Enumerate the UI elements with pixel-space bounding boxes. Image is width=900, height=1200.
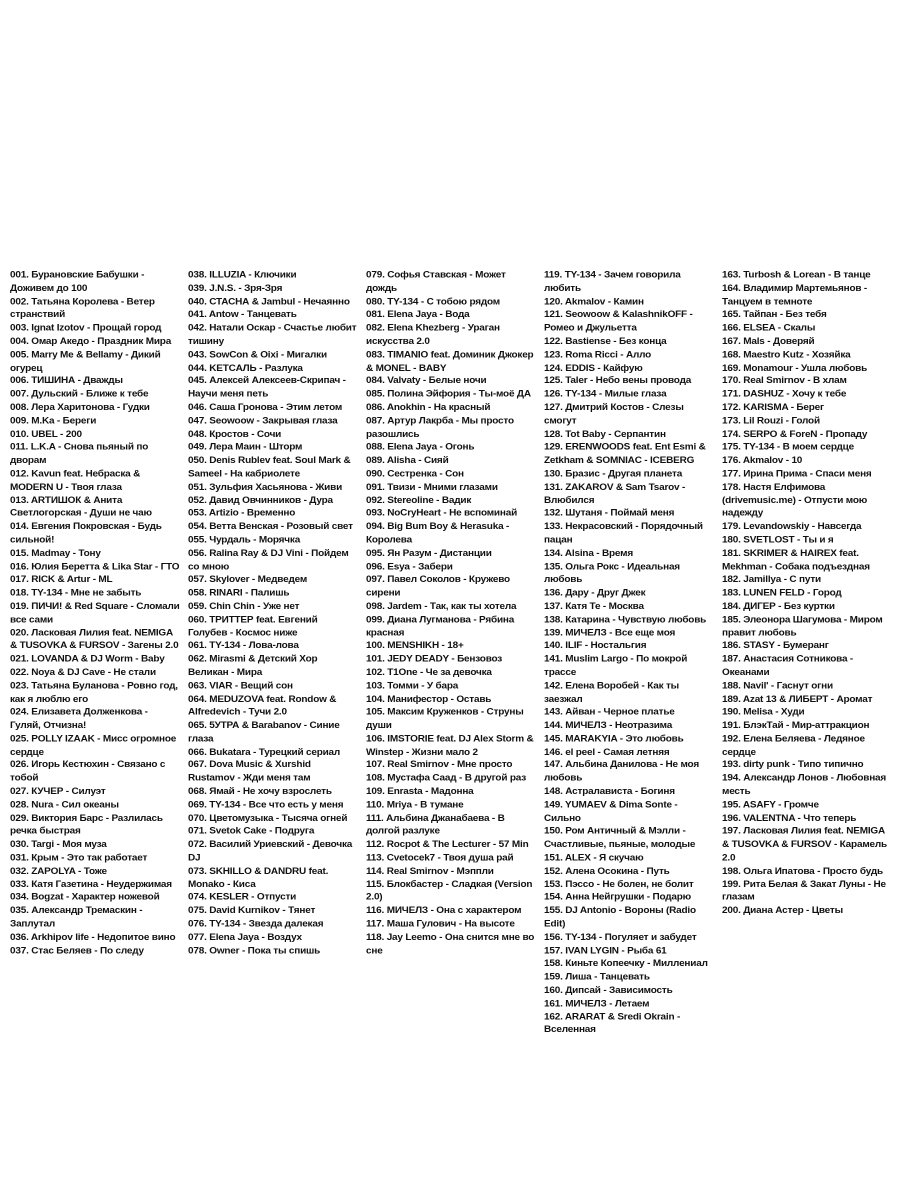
track-entry: 147. Альбина Данилова - Не моя любовь xyxy=(544,760,699,784)
track-entry: 158. Киньте Копеечку - Миллениал xyxy=(544,958,708,970)
track-entry: 120. Akmalov - Камин xyxy=(544,296,644,308)
track-entry: 107. Real Smirnov - Мне просто xyxy=(366,760,513,771)
track-entry: 198. Ольга Ипатова - Просто будь xyxy=(722,865,883,877)
track-entry: 112. Rocpot & The Lecturer - 57 Min xyxy=(366,839,529,851)
track-entry: 153. Пэссо - Не болен, не болит xyxy=(544,879,694,890)
track-entry: 046. Саша Гронова - Этим летом xyxy=(188,402,343,413)
track-entry: 092. Stereoline - Вадик xyxy=(366,495,472,506)
track-entry: 084. Valvaty - Белые ночи xyxy=(366,375,487,387)
track-entry: 021. LOVANDA & DJ Worm - Baby xyxy=(10,654,165,665)
track-entry: 178. Настя Елфимова (drivemusic.me) - Отпусти мою надежду xyxy=(722,481,868,519)
track-entry: 148. Астралависта - Богиня xyxy=(544,786,675,798)
track-entry: 101. JEDY DEADY - Бензовоз xyxy=(366,654,503,665)
track-entry: 108. Мустафа Саад - В другой раз xyxy=(366,773,527,784)
track-entry: 194. Александр Лонов - Любовная месть xyxy=(722,773,887,798)
track-entry: 121. Seowoow & KalashnikOFF - Ромео и Джульетта xyxy=(544,309,693,334)
track-entry: 142. Елена Воробей - Как ты заезжал xyxy=(544,680,680,705)
track-entry: 053. Artizio - Временно xyxy=(188,508,296,519)
track-entry: 065. 5УТРА & Barabanov - Синие глаза xyxy=(188,720,340,745)
track-entry: 043. SowCon & Oixi - Мигалки xyxy=(188,349,327,360)
track-entry: 141. Muslim Largo - По мокрой трассе xyxy=(544,654,688,678)
track-entry: 100. MENSHIKH - 18+ xyxy=(366,640,464,652)
track-entry: 195. ASAFY - Громче xyxy=(722,799,819,811)
track-entry: 123. Roma Ricci - Алло xyxy=(544,349,652,360)
track-entry: 018. TY-134 - Мне не забыть xyxy=(10,587,142,599)
track-entry: 023. Татьяна Буланова - Ровно год, как я люблю его xyxy=(10,680,178,705)
track-entry: 088. Elena Jaya - Огонь xyxy=(366,442,475,453)
track-entry: 001. Бурановские Бабушки - Доживем до 100 xyxy=(10,269,145,294)
track-entry: 159. Лиша - Танцевать xyxy=(544,971,650,983)
track-entry: 019. ПИЧИ! & Red Square - Сломали все сами xyxy=(10,601,180,625)
track-entry: 014. Евгения Покровская - Будь сильной! xyxy=(10,521,162,546)
track-entry: 119. TY-134 - Зачем говорила любить xyxy=(544,269,681,294)
track-entry: 015. Madmay - Тону xyxy=(10,548,101,559)
track-entry: 190. Melisa - Худи xyxy=(722,707,805,718)
track-entry: 028. Nura - Сил океаны xyxy=(10,799,119,811)
track-entry: 010. UBEL - 200 xyxy=(10,428,82,440)
track-entry: 041. Antow - Танцевать xyxy=(188,309,297,321)
track-entry: 127. Дмитрий Костов - Слезы смогут xyxy=(544,402,684,427)
track-entry: 115. Блокбастер - Сладкая (Version 2.0) xyxy=(366,879,533,904)
track-entry: 157. IVAN LYGIN - Рыба 61 xyxy=(544,945,667,957)
track-entry: 172. KARISMA - Берег xyxy=(722,402,825,413)
track-entry: 128. Tot Baby - Серпантин xyxy=(544,428,666,440)
track-entry: 029. Виктория Барс - Разлилась речка быстрая xyxy=(10,813,163,837)
track-entry: 169. Monamour - Ушла любовь xyxy=(722,362,868,374)
track-entry: 136. Дару - Друг Джек xyxy=(544,587,646,599)
track-entry: 003. Ignat Izotov - Прощай город xyxy=(10,322,162,334)
track-entry: 094. Big Bum Boy & Нerasuka - Королева xyxy=(366,521,510,546)
track-entry: 048. Кростов - Сочи xyxy=(188,428,282,440)
track-entry: 024. Елизавета Долженкова - Гуляй, Отчизна! xyxy=(10,707,148,731)
track-entry: 193. dirty punk - Типо типично xyxy=(722,760,864,771)
track-entry: 057. Skylover - Медведем xyxy=(188,574,308,586)
track-entry: 056. Ralina Ray & DJ Vini - Пойдем со мною xyxy=(188,548,349,572)
track-entry: 140. ILIF - Ностальгия xyxy=(544,640,647,652)
track-entry: 032. ZAPOLYA - Тоже xyxy=(10,865,107,877)
track-entry: 197. Ласковая Лилия feat. NEMIGA & TUSOVKA & FURSOV - Карамель 2.0 xyxy=(722,826,887,864)
track-entry: 051. Зульфия Хасьянова - Живи xyxy=(188,481,343,493)
track-entry: 110. Mriya - В тумане xyxy=(366,799,464,811)
track-entry: 066. Bukatara - Турецкий сериал xyxy=(188,746,341,758)
track-entry: 105. Максим Круженков - Струны души xyxy=(366,707,524,731)
track-entry: 089. Alisha - Сияй xyxy=(366,455,449,466)
track-entry: 009. M.Ka - Береги xyxy=(10,415,97,427)
track-entry: 163. Turbosh & Lorean - В танце xyxy=(722,269,871,281)
track-entry: 124. EDDIS - Кайфую xyxy=(544,362,643,374)
track-entry: 079. Софья Ставская - Может дождь xyxy=(366,269,506,294)
track-entry: 045. Алексей Алексеев-Скрипач - Научи меня петь xyxy=(188,375,346,400)
track-entry: 038. ILLUZIA - Ключики xyxy=(188,269,297,281)
track-entry: 093. NoCryHeart - Не вспоминай xyxy=(366,508,518,519)
track-entry: 022. Noya & DJ Cave - Не стали xyxy=(10,667,156,678)
tracklist-column-4 xyxy=(544,269,714,1036)
track-entry: 138. Катарина - Чувствую любовь xyxy=(544,614,707,625)
track-entry: 012. Kavun feat. Небраска & MODERN U - Твоя глаза xyxy=(10,468,141,493)
track-entry: 185. Элеонора Шагумова - Миром правит любовь xyxy=(722,614,883,639)
track-entry: 098. Jardem - Так, как ты хотела xyxy=(366,601,517,612)
track-entry: 085. Полина Эйфория - Ты-моё ДА xyxy=(366,389,531,400)
track-entry: 097. Павел Соколов - Кружево сирени xyxy=(366,574,510,599)
track-entry: 017. RICK & Artur - ML xyxy=(10,574,113,586)
tracklist-column-5 xyxy=(722,269,892,922)
track-entry: 031. Крым - Это так работает xyxy=(10,852,148,864)
track-entry: 020. Ласковая Лилия feat. NEMIGA & TUSOVKA & FURSOV - Загены 2.0 xyxy=(10,627,179,652)
track-entry: 109. Enrasta - Мадонна xyxy=(366,786,474,798)
track-entry: 199. Рита Белая & Закат Луны - Не глазам xyxy=(722,879,886,904)
track-entry: 135. Ольга Рокс - Идеальная любовь xyxy=(544,561,680,586)
track-entry: 050. Denis Rublev feat. Soul Mark & Sameel - На кабриолете xyxy=(188,455,351,480)
track-entry: 164. Владимир Мартемьянов - Танцуем в темноте xyxy=(722,283,868,308)
track-entry: 129. ERENWOODS feat. Ent Esmi & Zetkham & SOMNIAC - ICEBERG xyxy=(544,442,706,466)
track-entry: 137. Катя Те - Москва xyxy=(544,601,644,612)
track-entry: 200. Диана Астер - Цветы xyxy=(722,905,843,917)
track-entry: 114. Real Smirnov - Мэппли xyxy=(366,865,494,877)
track-entry: 039. J.N.S. - Зря-Зря xyxy=(188,283,283,294)
track-entry: 026. Игорь Кестюхин - Связано с тобой xyxy=(10,760,166,784)
track-entry: 086. Anokhin - На красный xyxy=(366,402,491,413)
track-entry: 054. Ветта Венская - Розовый свет xyxy=(188,521,353,533)
track-entry: 180. SVETLOST - Ты и я xyxy=(722,534,834,546)
tracklist-sheet xyxy=(10,269,890,1036)
track-entry: 063. VIAR - Вещий сон xyxy=(188,680,293,692)
tracklist-column-1 xyxy=(10,269,180,957)
track-entry: 111. Альбина Джанабаева - В долгой разлуке xyxy=(366,813,505,837)
track-entry: 058. RINARI - Палишь xyxy=(188,587,290,599)
track-entry: 170. Real Smirnov - В хлам xyxy=(722,375,847,387)
track-entry: 175. TY-134 - В моем сердце xyxy=(722,442,854,453)
track-entry: 008. Лера Харитонова - Гудки xyxy=(10,402,150,413)
track-entry: 025. POLLY IZAAK - Мисс огромное сердце xyxy=(10,733,177,758)
track-entry: 186. STASY - Бумеранг xyxy=(722,640,829,652)
track-entry: 155. DJ Antonio - Вороны (Radio Edit) xyxy=(544,905,696,930)
track-entry: 072. Василий Уриевский - Девочка DJ xyxy=(188,839,353,864)
track-entry: 055. Чурдаль - Морячка xyxy=(188,534,301,546)
track-entry: 071. Svetok Cake - Подруга xyxy=(188,826,315,837)
track-entry: 042. Натали Оскар - Счастье любит тишину xyxy=(188,322,357,347)
track-entry: 007. Дульский - Ближе к тебе xyxy=(10,389,149,400)
track-entry: 156. TY-134 - Погуляет и забудет xyxy=(544,932,697,943)
track-entry: 150. Ром Античный & Мэлли - Счастливые, пьяные, молодые xyxy=(544,826,696,851)
track-entry: 171. DASHUZ - Хочу к тебе xyxy=(722,389,847,400)
track-entry: 049. Лера Маин - Шторм xyxy=(188,442,303,453)
track-entry: 145. MARAKYIA - Это любовь xyxy=(544,733,684,745)
track-entry: 068. Ямай - Не хочу взрослеть xyxy=(188,786,332,798)
track-entry: 146. el peel - Самая летняя xyxy=(544,746,670,758)
track-entry: 143. Айван - Черное платье xyxy=(544,707,675,718)
track-entry: 005. Marry Me & Bellamy - Дикий огурец xyxy=(10,349,161,374)
track-entry: 087. Артур Лакрба - Мы просто разошлись xyxy=(366,415,514,440)
tracklist-column-2 xyxy=(188,269,358,957)
track-entry: 076. TY-134 - Звезда далекая xyxy=(188,918,324,930)
track-entry: 132. Шутаня - Поймай меня xyxy=(544,508,675,519)
track-entry: 013. ARTИШОК & Анита Светлогорская - Души не чаю xyxy=(10,495,152,519)
track-entry: 080. TY-134 - С тобою рядом xyxy=(366,296,500,308)
track-entry: 104. Манифестор - Оставь xyxy=(366,693,492,705)
track-entry: 149. YUMAEV & Dima Sonte - Сильно xyxy=(544,799,678,824)
track-entry: 075. David Kurnikov - Тянет xyxy=(188,905,316,917)
track-entry: 116. МИЧЕЛЗ - Она с характером xyxy=(366,905,522,917)
track-entry: 033. Катя Газетина - Неудержимая xyxy=(10,879,172,890)
track-entry: 037. Стас Беляев - По следу xyxy=(10,945,144,957)
track-entry: 047. Seowoow - Закрывая глаза xyxy=(188,415,338,427)
track-entry: 167. Mals - Доверяй xyxy=(722,336,815,347)
track-entry: 099. Диана Лугманова - Рябина красная xyxy=(366,614,515,639)
track-entry: 177. Ирина Прима - Спаси меня xyxy=(722,468,872,480)
track-entry: 130. Бразис - Другая планета xyxy=(544,468,683,480)
track-entry: 062. Mirasmi & Детский Хор Великан - Мира xyxy=(188,654,318,678)
track-entry: 035. Александр Тремаскин - Заплутал xyxy=(10,905,143,930)
track-entry: 131. ZAKAROV & Sam Tsarov - Влюбился xyxy=(544,481,686,506)
track-entry: 160. Дипсай - Зависимость xyxy=(544,985,673,996)
track-entry: 106. IMSTORIE feat. DJ Alex Storm & Winstep - Жизни мало 2 xyxy=(366,733,534,758)
track-entry: 040. СТАСНА & Jambul - Нечаянно xyxy=(188,296,350,308)
track-entry: 073. SKHILLO & DANDRU feat. Monako - Киса xyxy=(188,865,329,890)
track-entry: 144. МИЧЕЛЗ - Неотразима xyxy=(544,720,673,731)
track-entry: 102. T1One - Че за девочка xyxy=(366,667,492,678)
track-entry: 077. Elena Jaya - Воздух xyxy=(188,932,302,943)
track-entry: 192. Елена Беляева - Ледяное сердце xyxy=(722,733,865,758)
track-entry: 182. Jamillya - С пути xyxy=(722,574,821,586)
track-entry: 118. Jay Leemo - Она снится мне во сне xyxy=(366,932,535,957)
track-entry: 052. Давид Овчинников - Дура xyxy=(188,495,333,506)
track-entry: 004. Омар Акедо - Праздник Мира xyxy=(10,336,172,347)
tracklist-column-3 xyxy=(366,269,536,957)
track-entry: 176. Akmalov - 10 xyxy=(722,455,803,466)
track-entry: 036. Arkhipov life - Недопитое вино xyxy=(10,932,176,943)
track-entry: 060. ТРИТТЕР feat. Евгений Голубев - Космос ниже xyxy=(188,614,318,639)
track-entry: 044. KETCAЛЬ - Разлука xyxy=(188,362,303,374)
track-entry: 165. Тайпан - Без тебя xyxy=(722,309,827,321)
track-entry: 168. Maestro Kutz - Хозяйка xyxy=(722,349,851,360)
track-entry: 067. Dova Music & Xurshid Rustamov - Жди меня там xyxy=(188,760,311,784)
track-entry: 082. Elena Khezberg - Ураган искусства 2.0 xyxy=(366,322,500,347)
track-entry: 196. VALENTNA - Что теперь xyxy=(722,813,857,824)
track-entry: 126. TY-134 - Милые глаза xyxy=(544,389,667,400)
track-entry: 083. TIMANIO feat. Доминик Джокер & MONEL - BABY xyxy=(366,349,534,374)
track-entry: 133. Некрасовский - Порядочный пацан xyxy=(544,521,703,546)
track-entry: 189. Azat 13 & ЛИБЕРТ - Аромат xyxy=(722,693,873,705)
track-entry: 162. ARARAT & Sredi Okrain - Вселенная xyxy=(544,1011,681,1036)
track-entry: 181. SKRIMER & HAIREX feat. Mekhman - Собака подъездная xyxy=(722,548,870,572)
track-entry: 006. ТИШИНА - Дважды xyxy=(10,375,123,387)
track-entry: 174. SERPO & ForeN - Пропаду xyxy=(722,428,868,440)
track-entry: 095. Ян Разум - Дистанции xyxy=(366,548,492,559)
track-entry: 069. TY-134 - Все что есть у меня xyxy=(188,799,344,811)
track-entry: 027. КУЧЕР - Силуэт xyxy=(10,786,106,798)
track-entry: 103. Томми - У бара xyxy=(366,680,459,692)
track-entry: 187. Анастасия Сотникова - Океанами xyxy=(722,654,854,678)
track-entry: 154. Анна Нейгрушки - Подарю xyxy=(544,892,692,904)
track-entry: 179. Levandowskiy - Навсегда xyxy=(722,521,862,533)
track-entry: 016. Юлия Беретта & Lika Star - ГТО xyxy=(10,561,180,572)
track-entry: 081. Elena Jaya - Вода xyxy=(366,309,470,321)
track-entry: 152. Алена Осокина - Путь xyxy=(544,865,670,877)
track-entry: 034. Bogzat - Характер ножевой xyxy=(10,892,160,904)
track-entry: 078. Owner - Пока ты спишь xyxy=(188,945,321,957)
track-entry: 122. Bastiense - Без конца xyxy=(544,336,667,347)
track-entry: 166. ELSEA - Скалы xyxy=(722,322,816,334)
track-entry: 125. Taler - Небо вены провода xyxy=(544,375,692,387)
track-entry: 002. Татьяна Королева - Ветер странствий xyxy=(10,296,155,321)
track-entry: 188. Navil' - Гаснут огни xyxy=(722,680,833,692)
track-entry: 070. Цветомузыка - Тысяча огней xyxy=(188,813,348,824)
track-entry: 113. Cvetocek7 - Твоя душа рай xyxy=(366,852,514,864)
track-entry: 096. Esya - Забери xyxy=(366,561,453,572)
track-entry: 091. Твизи - Мними глазами xyxy=(366,481,498,493)
track-entry: 090. Сестренка - Сон xyxy=(366,468,464,480)
track-entry: 059. Chin Chin - Уже нет xyxy=(188,601,300,612)
track-entry: 117. Маша Гулович - На высоте xyxy=(366,918,515,930)
track-entry: 161. МИЧЕЛЗ - Летаем xyxy=(544,998,650,1009)
track-entry: 173. Lil Rouzi - Голой xyxy=(722,415,820,427)
track-entry: 061. TY-134 - Лова-лова xyxy=(188,640,299,652)
track-entry: 191. БлэкТай - Мир-аттракцион xyxy=(722,720,870,731)
track-entry: 139. МИЧЕЛЗ - Все еще моя xyxy=(544,627,676,639)
track-entry: 030. Targi - Моя муза xyxy=(10,839,107,851)
track-entry: 184. ДИГЕР - Без куртки xyxy=(722,601,835,612)
track-entry: 183. LUNEN FELD - Город xyxy=(722,587,842,599)
track-entry: 064. MEDUZOVA feat. Rondow & Alfredevich - Тучи 2.0 xyxy=(188,693,337,718)
track-entry: 134. Alsina - Время xyxy=(544,548,633,559)
track-entry: 074. KESLER - Отпусти xyxy=(188,892,297,904)
track-entry: 151. ALEX - Я скучаю xyxy=(544,852,644,864)
track-entry: 011. L.K.A - Снова пьяный по дворам xyxy=(10,442,149,466)
